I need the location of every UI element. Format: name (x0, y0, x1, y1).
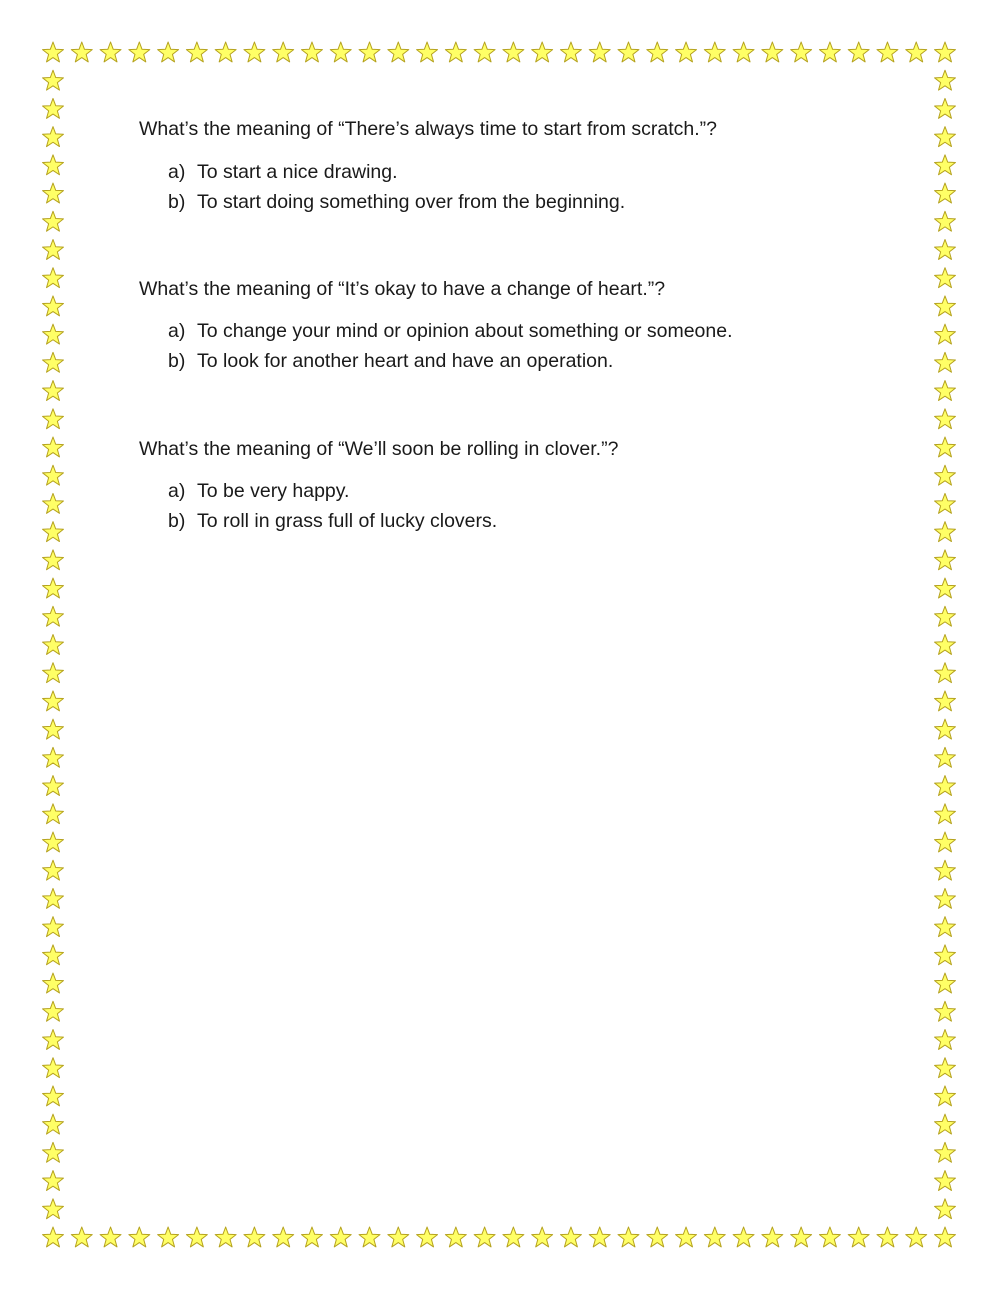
question-3-prompt: What’s the meaning of “We’ll soon be rolling in clover.”? (139, 438, 619, 460)
question-1-option-b (168, 188, 625, 218)
question-3-options (168, 477, 497, 536)
question-1-options (168, 158, 625, 217)
question-1-prompt: What’s the meaning of “There’s always time to start from scratch.”? (139, 118, 717, 140)
question-3-option-a (168, 477, 497, 507)
question-1-option-a (168, 158, 625, 188)
option-marker: b) (168, 349, 186, 372)
option-marker: a) (168, 480, 186, 502)
question-2-prompt: What’s the meaning of “It’s okay to have a change of heart.”? (139, 278, 666, 300)
option-marker: a) (168, 161, 186, 183)
option-text: To change your mind or opinion about something or someone. (197, 320, 733, 342)
question-3-option-b (168, 507, 497, 537)
option-text: To start a nice drawing. (197, 161, 398, 183)
question-2-option-a (168, 317, 733, 347)
question-2-options (168, 317, 733, 376)
option-marker: b) (168, 190, 186, 213)
option-text: To look for another heart and have an operation. (197, 349, 614, 372)
question-2-option-b (168, 347, 733, 377)
option-text: To start doing something over from the beginning. (197, 190, 626, 213)
option-text: To be very happy. (197, 480, 350, 502)
option-marker: b) (168, 509, 186, 532)
option-marker: a) (168, 320, 186, 342)
option-text: To roll in grass full of lucky clovers. (197, 509, 498, 532)
